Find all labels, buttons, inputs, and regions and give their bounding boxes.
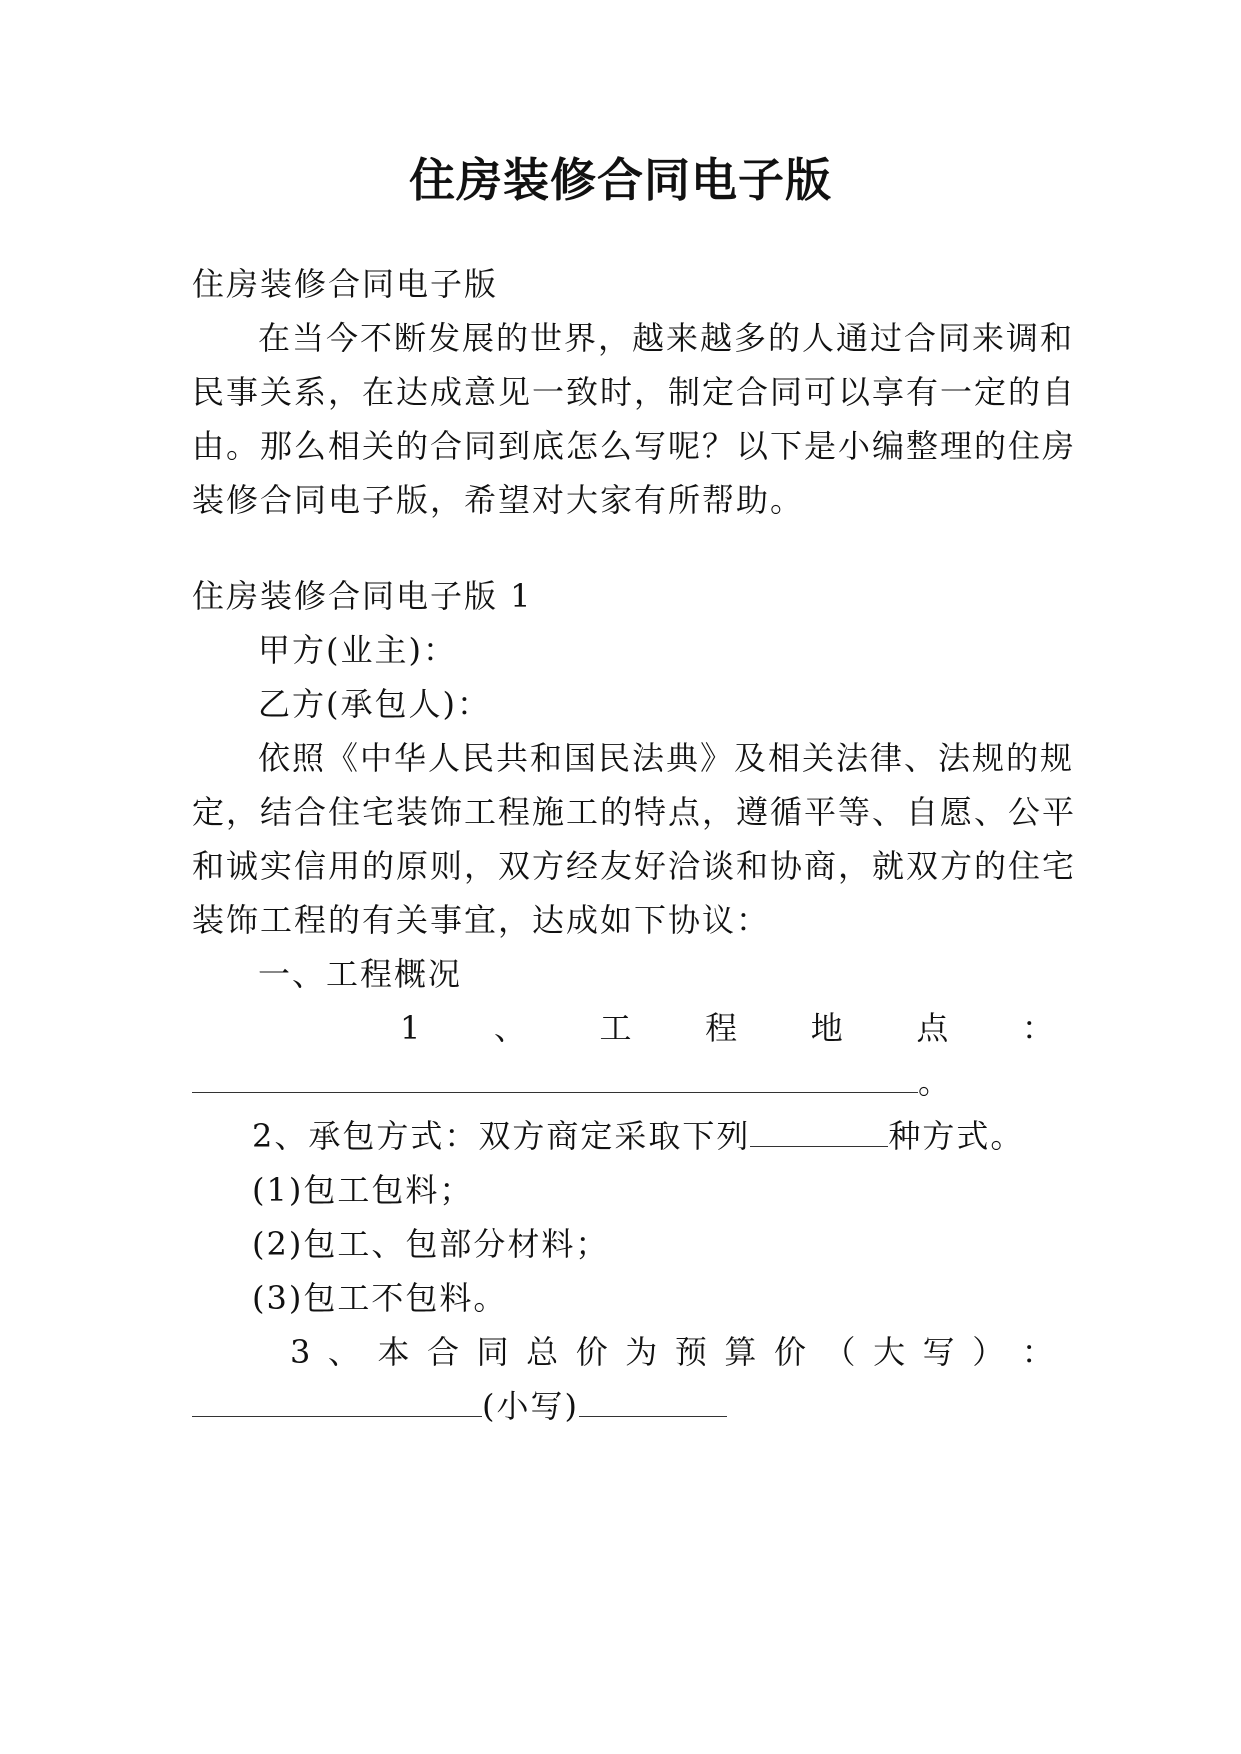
- item-3-price-label: [290, 1330, 1054, 1374]
- price-lowercase-blank[interactable]: [579, 1386, 727, 1417]
- document-subtitle: 住房装修合同电子版: [192, 265, 499, 303]
- intro-line-2: 民事关系，在达成意见一致时，制定合同可以享有一定的自: [192, 373, 1077, 411]
- party-b-label: 乙方(承包人)：: [258, 685, 491, 723]
- option-1: (1)包工包料；: [252, 1171, 474, 1209]
- item-3-char: 合: [427, 1333, 460, 1371]
- item-1-char: 程: [705, 1009, 738, 1047]
- preamble-line-4: 装饰工程的有关事宜，达成如下协议：: [192, 901, 771, 939]
- item-1-char: 工: [599, 1009, 632, 1047]
- section-title: 住房装修合同电子版 1: [192, 577, 533, 615]
- document-title: 住房装修合同电子版: [409, 153, 832, 207]
- location-blank[interactable]: [192, 1062, 918, 1093]
- item-3-char: 本: [377, 1333, 410, 1371]
- price-uppercase-blank[interactable]: [192, 1386, 482, 1417]
- item-3-char: ：: [1021, 1333, 1054, 1371]
- item-3-char: 预: [674, 1333, 707, 1371]
- item-1-char: ：: [1021, 1009, 1054, 1047]
- item-3-char: ）: [972, 1333, 1005, 1371]
- item-3-char: 为: [625, 1333, 658, 1371]
- item-1-char: 地: [810, 1009, 843, 1047]
- item-3-char: 写: [922, 1333, 955, 1371]
- item-3-char: 总: [526, 1333, 559, 1371]
- item-3-char: 算: [724, 1333, 757, 1371]
- intro-line-3: 由。那么相关的合同到底怎么写呢？以下是小编整理的住房: [192, 427, 1077, 465]
- chapter-heading: 一、工程概况: [258, 955, 463, 993]
- item-1-location-label: [400, 1006, 1054, 1050]
- item-1-char: 、: [493, 1009, 526, 1047]
- item-3-char: 同: [476, 1333, 509, 1371]
- item-3-fill-line: [192, 1384, 1054, 1428]
- price-lowercase-label: (小写): [482, 1387, 579, 1425]
- option-3: (3)包工不包料。: [252, 1279, 508, 1317]
- item-2-prefix: 2、承包方式：双方商定采取下列: [252, 1117, 751, 1155]
- item-3-char: 价: [773, 1333, 806, 1371]
- intro-line-4: 装修合同电子版，希望对大家有所帮助。: [192, 481, 805, 519]
- item-3-char: 3: [290, 1333, 311, 1371]
- intro-line-1: 在当今不断发展的世界，越来越多的人通过合同来调和: [258, 319, 1075, 357]
- party-a-label: 甲方(业主)：: [258, 631, 457, 669]
- item-1-end: 。: [918, 1063, 953, 1101]
- item-3-char: 大: [873, 1333, 906, 1371]
- item-2-line: [252, 1114, 1048, 1158]
- method-blank[interactable]: [750, 1116, 888, 1147]
- item-3-char: 价: [575, 1333, 608, 1371]
- item-3-char: 、: [327, 1333, 360, 1371]
- preamble-line-3: 和诚实信用的原则，双方经友好洽谈和协商，就双方的住宅: [192, 847, 1077, 885]
- item-1-char: 1: [400, 1009, 421, 1047]
- preamble-line-1: 依照《中华人民共和国民法典》及相关法律、法规的规: [258, 739, 1075, 777]
- item-3-char: （: [823, 1333, 856, 1371]
- option-2: (2)包工、包部分材料；: [252, 1225, 610, 1263]
- item-2-suffix: 种方式。: [888, 1117, 1025, 1155]
- preamble-line-2: 定，结合住宅装饰工程施工的特点，遵循平等、自愿、公平: [192, 793, 1077, 831]
- item-1-fill-line: [192, 1060, 1054, 1104]
- item-1-char: 点: [916, 1009, 949, 1047]
